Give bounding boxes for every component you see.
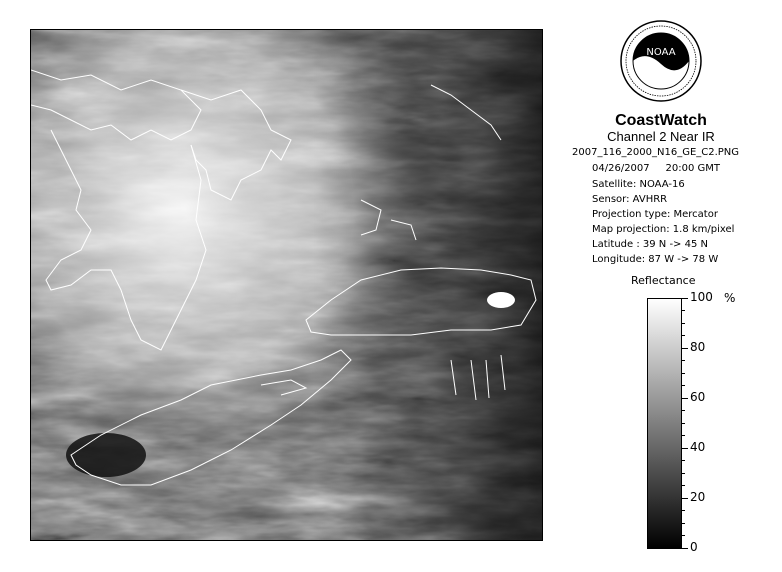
colorbar-minor-tick (682, 473, 685, 474)
colorbar-minor-tick (682, 535, 685, 536)
sensor-text: Sensor: AVHRR (592, 194, 668, 205)
colorbar-tick-mark (682, 548, 688, 549)
colorbar-minor-tick (682, 373, 685, 374)
colorbar-minor-tick (682, 360, 685, 361)
satellite-map (30, 29, 543, 541)
legend-title: Reflectance (631, 274, 696, 287)
colorbar-tick-mark (682, 498, 688, 499)
colorbar-minor-tick (682, 510, 685, 511)
lake-dark-patch (66, 433, 146, 477)
filename-text: 2007_116_2000_N16_GE_C2.PNG (572, 147, 740, 158)
noaa-logo-icon (620, 20, 702, 102)
bright-cloud-patch (487, 292, 515, 308)
projection-type-text: Projection type: Mercator (592, 209, 718, 220)
colorbar-minor-tick (682, 523, 685, 524)
latitude-text: Latitude : 39 N -> 45 N (592, 239, 708, 250)
colorbar-minor-tick (682, 385, 685, 386)
colorbar-tick-label: 20 (690, 490, 706, 504)
colorbar-minor-tick (682, 435, 685, 436)
legend-unit: % (724, 291, 736, 305)
colorbar-tick-label: 40 (690, 440, 706, 454)
brand-title: CoastWatch (615, 112, 707, 129)
colorbar-minor-tick (682, 423, 685, 424)
reflectance-colorbar (647, 298, 682, 549)
longitude-text: Longitude: 87 W -> 78 W (592, 254, 719, 265)
colorbar-minor-tick (682, 323, 685, 324)
noaa-logo-text: NOAA (646, 47, 676, 58)
colorbar-tick-mark (682, 448, 688, 449)
colorbar-tick-label: 0 (690, 540, 698, 554)
colorbar-minor-tick (682, 460, 685, 461)
colorbar-minor-tick (682, 335, 685, 336)
colorbar-tick-mark (682, 348, 688, 349)
channel-title: Channel 2 Near IR (607, 129, 715, 144)
colorbar-tick-label: 100 (690, 290, 713, 304)
colorbar-tick-mark (682, 398, 688, 399)
satellite-text: Satellite: NOAA-16 (592, 179, 685, 190)
colorbar-tick-label: 60 (690, 390, 706, 404)
colorbar-tick-label: 80 (690, 340, 706, 354)
satellite-image (31, 30, 543, 541)
colorbar-minor-tick (682, 485, 685, 486)
datetime-text: 04/26/2007 20:00 GMT (592, 163, 721, 174)
colorbar-minor-tick (682, 310, 685, 311)
colorbar-minor-tick (682, 410, 685, 411)
colorbar-tick-mark (682, 298, 688, 299)
map-projection-text: Map projection: 1.8 km/pixel (592, 224, 735, 235)
